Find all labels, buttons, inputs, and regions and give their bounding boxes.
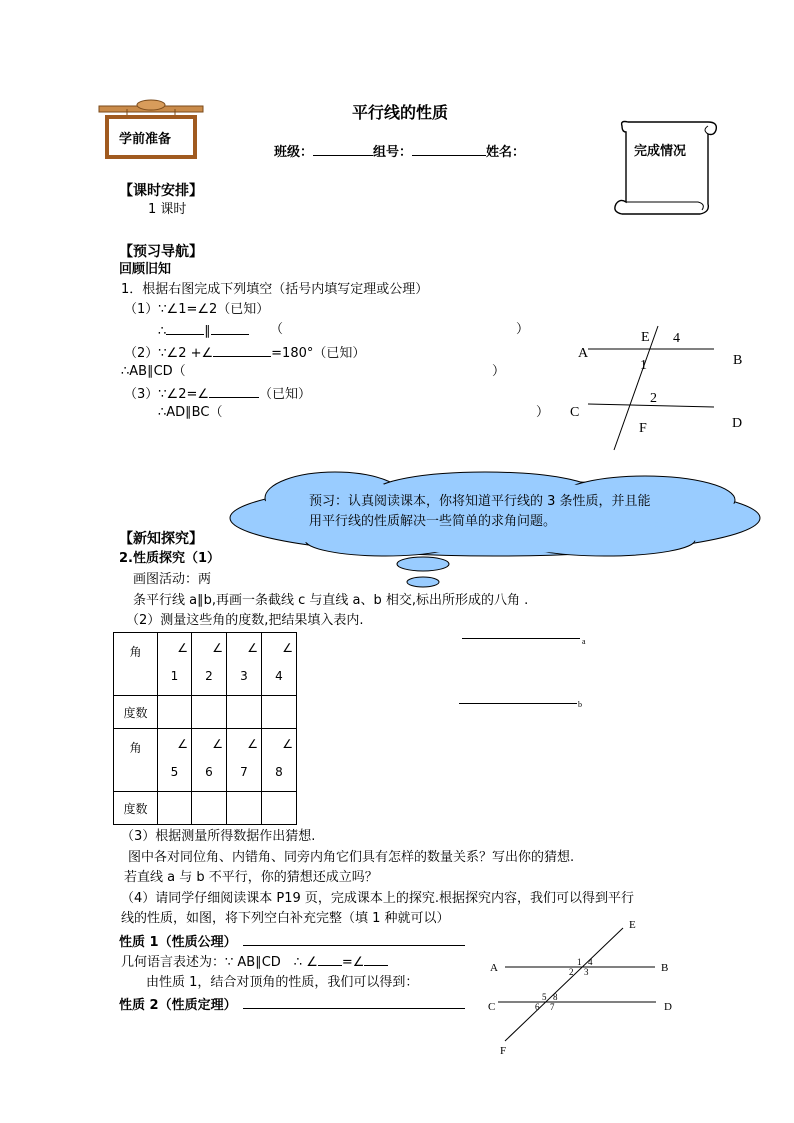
geometry-blank-1[interactable] — [318, 953, 342, 966]
label-a: A — [578, 346, 589, 361]
preview-heading: 【预习导航】 — [119, 244, 203, 260]
label-c: C — [570, 405, 580, 420]
angle-cell — [262, 633, 297, 696]
activity-line-2: 条平行线 a∥b,再画一条截线 c 与直线 a、b 相交,标出所形成的八角 . — [133, 593, 529, 608]
degree-input-cell[interactable] — [192, 792, 227, 825]
degree-input-cell[interactable] — [158, 696, 192, 729]
label-e: E — [629, 919, 636, 931]
paren-close-1b: ） — [492, 364, 506, 379]
property-from-line: 由性质 1，结合对顶角的性质，我们可以得到： — [146, 975, 419, 990]
label-1: 1 — [577, 957, 582, 967]
label-7: 7 — [550, 1002, 555, 1012]
line-b-label: b — [578, 700, 582, 709]
conjecture-line-2: 图中各对同位角、内错角、同旁内角它们具有怎样的数量关系？写出你的猜想. — [128, 850, 575, 865]
cloud-text: 预习：认真阅读课本，你将知道平行线的 3 条性质，并且能用平行线的性质解决一些简单的求角问题。 — [309, 494, 651, 529]
schedule-heading: 【课时安排】 — [119, 183, 203, 199]
angle-number: 1 — [170, 669, 179, 683]
degree-input-cell[interactable] — [262, 696, 297, 729]
therefore-symbol: ∴ — [158, 324, 167, 339]
angle-number: 2 — [205, 669, 213, 683]
label-c: C — [488, 1001, 496, 1013]
property-2-blank[interactable] — [243, 996, 465, 1009]
class-label: 班级： — [274, 145, 314, 160]
status-scroll — [612, 118, 724, 218]
angle-cell — [262, 729, 297, 792]
scroll-label: 完成情况 — [634, 144, 687, 159]
degree-label: 度数 — [123, 801, 148, 816]
question-1b — [124, 344, 365, 362]
page-title: 平行线的性质 — [352, 103, 449, 122]
paren-open-1a: （ — [270, 322, 284, 337]
question-1b-text: （2）∵∠2 +∠ — [124, 346, 214, 361]
label-4: 4 — [588, 957, 593, 967]
angle-symbol: ∠ — [282, 641, 293, 655]
property-1 — [119, 933, 465, 951]
blank-1a-1[interactable] — [166, 322, 204, 335]
group-label: 组号： — [373, 145, 413, 160]
question-1a: （1）∵∠1=∠2（已知） — [124, 302, 270, 317]
schedule-value: 1 课时 — [148, 202, 187, 217]
property-2 — [119, 996, 465, 1014]
scroll-icon — [612, 118, 724, 218]
angle-label: 角 — [129, 645, 142, 659]
review-heading: 回顾旧知 — [119, 262, 172, 277]
degree-header-cell — [114, 792, 158, 825]
angle-symbol: ∠ — [247, 641, 258, 655]
class-blank[interactable] — [313, 143, 373, 156]
label-d: D — [664, 1001, 672, 1013]
angle-symbol: ∠ — [212, 737, 223, 751]
table-row — [114, 792, 297, 825]
paren-close-1a: ） — [516, 322, 530, 337]
property-2-label: 性质 2（性质定理） — [119, 998, 237, 1013]
badge-label: 学前准备 — [119, 132, 172, 147]
degree-input-cell[interactable] — [227, 792, 262, 825]
label-d: D — [732, 416, 743, 431]
reading-line-1: （4）请同学仔细阅读课本 P19 页，完成课本上的探究.根据探究内容，我们可以得到平行 — [121, 891, 635, 906]
geometry-blank-2[interactable] — [364, 953, 388, 966]
geometry-eq: =∠ — [341, 955, 365, 970]
question-1c-text: （3）∵∠2=∠ — [124, 387, 210, 402]
transversal-ef — [505, 928, 623, 1041]
question-1a-conclusion — [158, 322, 249, 340]
table-row — [114, 729, 297, 792]
angle-label: 角 — [129, 741, 142, 755]
angle-cell — [158, 729, 192, 792]
angle-cell — [192, 729, 227, 792]
label-5: 5 — [542, 992, 547, 1002]
degree-input-cell[interactable] — [158, 792, 192, 825]
line-b — [459, 703, 577, 704]
degree-input-cell[interactable] — [192, 696, 227, 729]
property-1-blank[interactable] — [243, 933, 465, 946]
degree-label: 度数 — [123, 705, 148, 720]
transversal-ef — [614, 326, 658, 450]
diagram-2 — [480, 915, 700, 1060]
angle-number: 8 — [275, 765, 283, 779]
geometry-statement — [121, 953, 388, 971]
angle-cell — [192, 633, 227, 696]
explore-sub: 2.性质探究（1） — [119, 551, 221, 566]
angle-symbol: ∠ — [282, 737, 293, 751]
blank-1a-2[interactable] — [211, 322, 249, 335]
name-label: 姓名： — [486, 145, 526, 160]
parallel-symbol: ∥ — [204, 324, 211, 339]
angle-table — [113, 632, 297, 825]
degree-input-cell[interactable] — [227, 696, 262, 729]
label-a: A — [490, 962, 498, 974]
label-8: 8 — [553, 992, 558, 1002]
angle-symbol: ∠ — [212, 641, 223, 655]
blank-1b[interactable] — [213, 344, 271, 357]
angle-number: 6 — [205, 765, 213, 779]
reading-line-2: 线的性质，如图，将下列空白补充完整（填 1 种就可以） — [121, 911, 450, 926]
property-1-label: 性质 1（性质公理） — [119, 935, 237, 950]
degree-header-cell — [114, 696, 158, 729]
angle-cell — [158, 633, 192, 696]
table-row — [114, 696, 297, 729]
angle-number: 4 — [275, 669, 283, 683]
label-3: 3 — [584, 967, 589, 977]
label-4: 4 — [673, 331, 680, 346]
angle-symbol: ∠ — [247, 737, 258, 751]
question-1b-therefore: ∴AB∥CD（ — [121, 364, 186, 379]
geometry-text: 几何语言表述为：∵ AB∥CD ∴ ∠ — [121, 955, 318, 970]
paren-close-1c: ） — [536, 405, 550, 420]
question-1c-tail: （已知） — [259, 387, 312, 402]
line-a-label: a — [582, 637, 586, 646]
label-1: 1 — [640, 358, 647, 373]
angle-symbol: ∠ — [177, 737, 188, 751]
angle-cell — [227, 633, 262, 696]
angle-header-cell — [114, 633, 158, 696]
question-1: 1．根据右图完成下列填空（括号内填写定理或公理） — [121, 282, 429, 297]
label-b: B — [661, 962, 669, 974]
angle-cell — [227, 729, 262, 792]
label-e: E — [641, 330, 650, 345]
diagram-1 — [560, 320, 760, 460]
conjecture-line-1: （3）根据测量所得数据作出猜想. — [121, 829, 316, 844]
measure-line: （2）测量这些角的度数,把结果填入表内. — [126, 613, 364, 628]
conjecture-line-3: 若直线 a 与 b 不平行，你的猜想还成立吗？ — [124, 870, 378, 885]
angle-symbol: ∠ — [177, 641, 188, 655]
table-row — [114, 633, 297, 696]
angle-number: 7 — [240, 765, 248, 779]
angle-header-cell — [114, 729, 158, 792]
question-1c — [124, 385, 311, 403]
label-2: 2 — [569, 967, 574, 977]
activity-line-1: 画图活动：两 — [133, 572, 212, 587]
label-6: 6 — [535, 1002, 540, 1012]
preview-cloud — [225, 470, 765, 600]
question-1c-therefore: ∴AD∥BC（ — [158, 405, 223, 420]
student-info-line — [274, 143, 525, 161]
line-a — [462, 638, 580, 639]
degree-input-cell[interactable] — [262, 792, 297, 825]
angle-number: 5 — [170, 765, 179, 779]
question-1b-tail: =180°（已知） — [271, 346, 366, 361]
angle-number: 3 — [240, 669, 248, 683]
label-b: B — [733, 353, 743, 368]
blank-1c[interactable] — [209, 385, 259, 398]
label-f: F — [639, 421, 647, 436]
explore-heading: 【新知探究】 — [119, 531, 203, 547]
group-blank[interactable] — [412, 143, 486, 156]
label-2: 2 — [650, 391, 657, 406]
header-badge — [97, 98, 207, 160]
label-f: F — [500, 1045, 507, 1057]
